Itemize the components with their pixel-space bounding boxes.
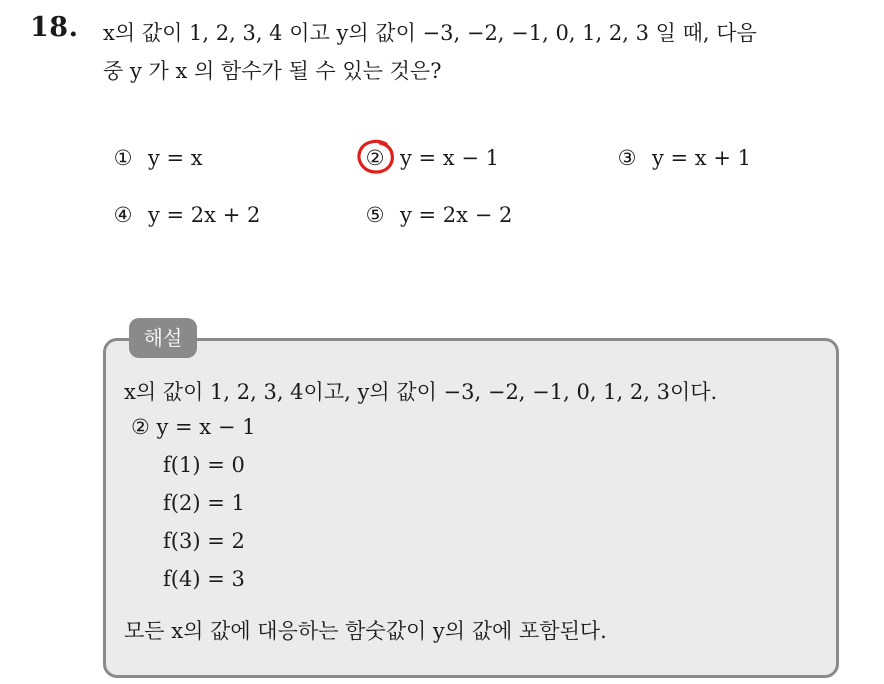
choice-expression: y = 2x + 2 bbox=[148, 203, 261, 227]
choice-number: ② bbox=[365, 146, 385, 170]
solution-step: f(3) = 2 bbox=[163, 529, 245, 553]
choice-4[interactable] bbox=[110, 203, 260, 227]
choice-3[interactable] bbox=[614, 146, 751, 170]
problem-number: 18. bbox=[30, 12, 79, 43]
solution-conclusion: 모든 x의 값에 대응하는 함숫값이 y의 값에 포함된다. bbox=[124, 619, 607, 643]
choice-number: ④ bbox=[113, 203, 133, 227]
choice-number: ③ bbox=[617, 146, 637, 170]
choice-number: ⑤ bbox=[365, 203, 385, 227]
choice-number: ① bbox=[113, 146, 133, 170]
solution-step: f(2) = 1 bbox=[163, 491, 245, 515]
choice-expression: y = x − 1 bbox=[400, 146, 499, 170]
choice-2[interactable] bbox=[362, 146, 499, 170]
solution-intro: x의 값이 1, 2, 3, 4이고, y의 값이 −3, −2, −1, 0, 1, 2, 3이다. bbox=[124, 380, 718, 404]
solution-step: f(4) = 3 bbox=[163, 567, 245, 591]
solution-step: f(1) = 0 bbox=[163, 453, 245, 477]
question-line-2: 중 y 가 x 의 함수가 될 수 있는 것은? bbox=[103, 59, 442, 83]
choice-expression: y = x bbox=[148, 146, 203, 170]
solution-answer: ② y = x − 1 bbox=[131, 415, 256, 439]
solution-label: 해설 bbox=[129, 318, 197, 358]
choice-expression: y = x + 1 bbox=[652, 146, 751, 170]
question-line-1: x의 값이 1, 2, 3, 4 이고 y의 값이 −3, −2, −1, 0, 1, 2, 3 일 때, 다음 bbox=[103, 21, 757, 45]
choice-1[interactable] bbox=[110, 146, 203, 170]
choice-5[interactable] bbox=[362, 203, 512, 227]
question-text bbox=[103, 14, 873, 90]
choice-expression: y = 2x − 2 bbox=[400, 203, 513, 227]
